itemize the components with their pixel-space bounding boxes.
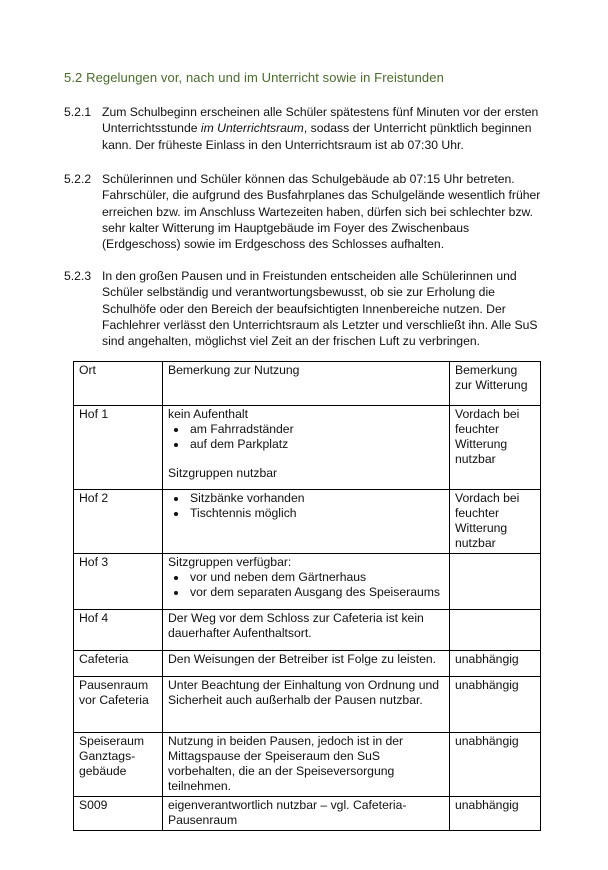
paragraph-text: Schülerinnen und Schüler können das Schulgebäude ab 07:15 Uhr betreten. Fahrschüler, die aufgrund des Busfahrplanes das Schulgelände wesentlich früher erreichen bzw. im Anschluss Wartezeiten haben, dürfen sich bei schlechter bzw. sehr kalter Witterung im Hauptgebäude im Foyer des Zwischenbaus (Erdgeschoss) sowie im Erdgeschoss des Schlosses aufhalten.: [102, 172, 541, 252]
cell-bemerkung: [163, 554, 450, 610]
bullet-list: [168, 422, 445, 452]
cell-witterung: [450, 610, 541, 651]
paragraph-number: 5.2.1: [64, 105, 92, 119]
cell-bemerkung: eigenverantwortlich nutzbar – vgl. Cafeteria-Pausenraum: [163, 797, 450, 831]
cell-witterung: unabhängig: [450, 677, 541, 733]
cell-witterung: [450, 554, 541, 610]
table-row: [74, 554, 541, 610]
table-row: [74, 610, 541, 651]
table-row: [74, 651, 541, 677]
cell-ort: Pausenraum vor Cafeteria: [74, 677, 163, 733]
cell-witterung: Vordach bei feuchter Witterung nutzbar: [450, 406, 541, 490]
header-cell-bemerkung: Bemerkung zur Nutzung: [163, 362, 450, 406]
paragraph-text: In den großen Pausen und in Freistunden entscheiden alle Schülerinnen und Schüler selbständig und verantwortungsbewusst, ob sie zur Erholung die Schulhöfe oder den Bereich der beaufsichtigten Innenbereiche nutzen. Der Fachlehrer verlässt den Unterrichtsraum als Letzter und verschließt ihn. Alle SuS sind angehalten, möglichst viel Zeit an der frischen Luft zu verbringen.: [102, 269, 538, 349]
bullet-item: • am Fahrradständer: [188, 422, 445, 437]
table-row: [74, 677, 541, 733]
usage-table: [73, 361, 541, 831]
paragraph-number: 5.2.2: [64, 172, 92, 186]
cell-witterung: unabhängig: [450, 651, 541, 677]
bullet-list: [168, 570, 445, 600]
cell-witterung: unabhängig: [450, 797, 541, 831]
table-row: [74, 490, 541, 554]
paragraph-emphasis: im Unterrichtsraum: [200, 121, 304, 136]
cell-bemerkung: Unter Beachtung der Einhaltung von Ordnung und Sicherheit auch außerhalb der Pausen nutzbar.: [163, 677, 450, 733]
cell-intro: Sitzgruppen verfügbar:: [168, 555, 292, 569]
bullet-list: [168, 491, 445, 521]
cell-ort: Hof 4: [74, 610, 163, 651]
bullet-item: • vor dem separaten Ausgang des Speiseraums: [188, 585, 445, 600]
bullet-item: • vor und neben dem Gärtnerhaus: [188, 570, 445, 585]
paragraph-text-part: , sodass der Unterricht pünktlich beginnen kann. Der früheste Einlass in den Unterrichtsraum ist ab 07:30 Uhr.: [102, 121, 532, 152]
cell-ort: Cafeteria: [74, 651, 163, 677]
cell-bemerkung: [163, 490, 450, 554]
paragraph-number: 5.2.3: [64, 269, 92, 283]
cell-witterung: Vordach bei feuchter Witterung nutzbar: [450, 490, 541, 554]
bullet-item: • auf dem Parkplatz: [188, 437, 445, 452]
cell-intro: kein Aufenthalt: [168, 407, 248, 421]
cell-ort: Hof 3: [74, 554, 163, 610]
paragraph-text: [102, 104, 544, 153]
paragraph-5-2-2: [64, 171, 544, 252]
paragraph-5-2-3: [64, 268, 544, 349]
table-row: [74, 797, 541, 831]
cell-note: Sitzgruppen nutzbar: [168, 466, 278, 480]
bullet-item: • Tischtennis möglich: [188, 506, 445, 521]
bullet-item: • Sitzbänke vorhanden: [188, 491, 445, 506]
table-row: [74, 406, 541, 490]
cell-bemerkung: Den Weisungen der Betreiber ist Folge zu leisten.: [163, 651, 450, 677]
cell-ort: Speiseraum Ganztags-gebäude: [74, 733, 163, 797]
header-cell-witterung: Bemerkung zur Witterung: [450, 362, 541, 406]
cell-ort: Hof 1: [74, 406, 163, 490]
table-header-row: [74, 362, 541, 406]
section-heading: 5.2 Regelungen vor, nach und im Unterricht sowie in Freistunden: [64, 70, 444, 85]
cell-witterung: unabhängig: [450, 733, 541, 797]
cell-bemerkung: [163, 406, 450, 490]
table-row: [74, 733, 541, 797]
cell-ort: Hof 2: [74, 490, 163, 554]
paragraph-5-2-1: [64, 104, 544, 153]
header-cell-ort: Ort: [74, 362, 163, 406]
paragraph-text-part: Zum Schulbeginn erscheinen alle Schüler spätestens fünf Minuten vor der ersten Unterrichtsstunde: [102, 105, 539, 136]
cell-ort: S009: [74, 797, 163, 831]
cell-bemerkung: Nutzung in beiden Pausen, jedoch ist in der Mittagspause der Speiseraum den SuS vorbehalten, die an der Speiseversorgung teilnehmen.: [163, 733, 450, 797]
cell-bemerkung: Der Weg vor dem Schloss zur Cafeteria ist kein dauerhafter Aufenthaltsort.: [163, 610, 450, 651]
